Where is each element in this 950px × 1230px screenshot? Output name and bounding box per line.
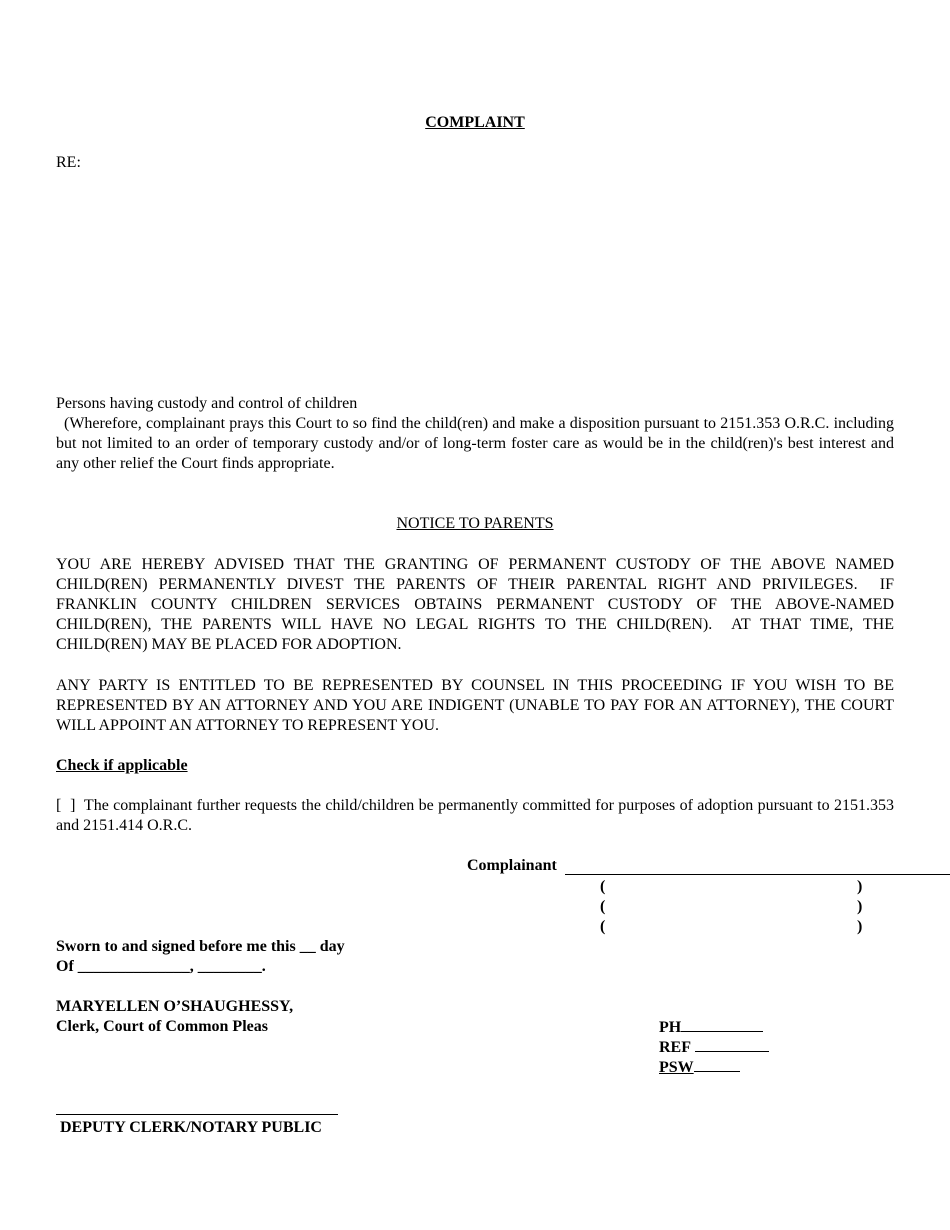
ph-label: PH <box>659 1019 682 1036</box>
ph-line <box>681 1017 763 1032</box>
notice-paragraph-1: YOU ARE HEREBY ADVISED THAT THE GRANTING OF PERMANENT CUSTODY OF THE ABOVE NAMED CHILD(REN) PERMANENTLY DIVEST THE PARENTS OF THEIR PARENTAL RIGHT AND PRIVILEGES. IF FRANKLIN COUNTY CHILDREN SERVICES OBTAINS PERMANENT CUSTODY OF THE ABOVE-NAMED CHILD(REN), THE PARENTS WILL HAVE NO LEGAL RIGHTS TO THE CHILD(REN). AT THAT TIME, THE CHILD(REN) MAY BE PLACED FOR ADOPTION. <box>56 556 898 653</box>
ref-line <box>695 1037 769 1052</box>
notice-paragraph-2: ANY PARTY IS ENTITLED TO BE REPRESENTED BY COUNSEL IN THIS PROCEEDING IF YOU WISH TO BE REPRESENTED BY AN ATTORNEY AND YOU ARE INDIGENT (UNABLE TO PAY FOR AN ATTORNEY), THE COURT WILL APPOINT AN ATTORNEY TO REPRESENT YOU. <box>56 677 894 734</box>
re-label: RE: <box>56 154 81 171</box>
paren-open-1: ( <box>600 878 606 895</box>
complainant-signature-line <box>565 874 950 876</box>
page-title: COMPLAINT <box>425 114 525 131</box>
paren-open-2: ( <box>600 898 606 915</box>
sworn-line-2: Of ______________, ________. <box>56 958 266 975</box>
psw-label: PSW <box>659 1059 694 1076</box>
complainant-label: Complainant <box>467 857 557 874</box>
clerk-title: Clerk, Court of Common Pleas <box>56 1018 268 1035</box>
adoption-checkbox-text: [ ] The complainant further requests the child/children be permanently committed for purposes of adoption pursuant to 2151.353 and 2151.414 O.R.C. <box>56 797 898 834</box>
check-heading: Check if applicable <box>56 757 188 774</box>
deputy-clerk-label: DEPUTY CLERK/NOTARY PUBLIC <box>60 1119 322 1136</box>
custody-line: Persons having custody and control of children <box>56 395 358 412</box>
psw-field <box>659 1057 740 1078</box>
paren-close-2: ) <box>857 898 863 915</box>
notice-title: NOTICE TO PARENTS <box>396 515 554 532</box>
sworn-line-1: Sworn to and signed before me this __ day <box>56 938 345 955</box>
clerk-name: MARYELLEN O’SHAUGHESSY, <box>56 998 294 1015</box>
paren-open-3: ( <box>600 918 606 935</box>
psw-line <box>694 1057 740 1072</box>
ref-field <box>659 1037 769 1058</box>
paren-close-3: ) <box>857 918 863 935</box>
ref-label: REF <box>659 1039 691 1056</box>
ph-field <box>659 1017 763 1038</box>
wherefore-paragraph: (Wherefore, complainant prays this Court to so find the child(ren) and make a disposition pursuant to 2151.353 O.R.C. including but not limited to an order of temporary custody and/or of long-term foster care as would be in the child(ren)'s best interest and any other relief the Court finds appropriate. <box>56 415 894 472</box>
paren-close-1: ) <box>857 878 863 895</box>
deputy-signature-line <box>56 1114 338 1115</box>
